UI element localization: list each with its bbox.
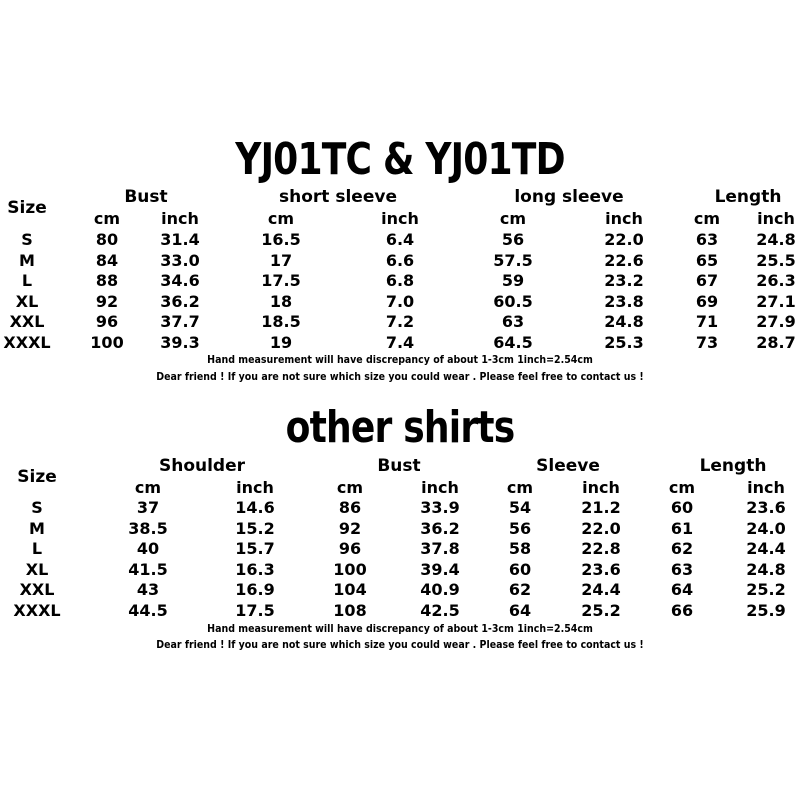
unit-header: cm	[693, 209, 721, 228]
table-cell: 18.5	[261, 312, 301, 332]
unit-header: inch	[605, 209, 643, 228]
table-cell: 66	[670, 601, 694, 620]
table-cell: 100	[90, 333, 124, 352]
table-cell: 24.4	[581, 580, 621, 600]
measurement-group-header: long sleeve	[514, 187, 624, 207]
table-cell: 40	[136, 539, 160, 559]
table-cell: 56	[508, 518, 532, 538]
table-cell: 23.6	[581, 559, 621, 579]
table-cell: 19	[269, 333, 293, 352]
table-cell: 80	[95, 230, 119, 249]
table-cell: 7.2	[385, 312, 415, 332]
table-cell: 42.5	[420, 601, 460, 620]
unit-header: cm	[93, 209, 121, 228]
table-cell: 33.0	[160, 250, 200, 270]
unit-header: cm	[499, 209, 527, 228]
table-cell: 7.4	[385, 333, 415, 352]
table-cell: 25.9	[746, 601, 786, 620]
size-label: XL	[15, 291, 39, 311]
size-label: XXL	[9, 312, 45, 332]
table-cell: 44.5	[128, 601, 168, 620]
size-label: L	[31, 539, 43, 559]
size-label: XL	[25, 559, 49, 579]
table-cell: 6.8	[385, 271, 415, 291]
table-cell: 6.4	[385, 230, 415, 249]
size-label: S	[31, 498, 43, 517]
measurement-group-header: short sleeve	[279, 187, 397, 207]
unit-header: cm	[506, 478, 534, 497]
table-cell: 33.9	[420, 498, 460, 517]
table-cell: 38.5	[128, 518, 168, 538]
size-label: XXXL	[13, 601, 61, 620]
size-label: L	[21, 271, 33, 291]
measurement-group-header: Bust	[377, 456, 421, 476]
size-label: XXXL	[3, 333, 51, 352]
table-cell: 23.2	[604, 271, 644, 291]
measurement-group-header: Length	[714, 187, 782, 207]
measurement-group-header: Shoulder	[158, 456, 246, 476]
unit-header: inch	[757, 209, 795, 228]
table-cell: 36.2	[420, 518, 460, 538]
table-cell: 64.5	[493, 333, 533, 352]
table-cell: 34.6	[160, 271, 200, 291]
table-cell: 25.2	[746, 580, 786, 600]
table-cell: 71	[695, 312, 719, 332]
size-column-header: Size	[7, 198, 47, 218]
table-cell: 60	[508, 559, 532, 579]
table-cell: 61	[670, 518, 694, 538]
table-cell: 23.6	[746, 498, 786, 517]
table-cell: 15.2	[235, 518, 275, 538]
measurement-group-header: Sleeve	[536, 456, 600, 476]
table-cell: 62	[508, 580, 532, 600]
table-cell: 16.3	[235, 559, 275, 579]
unit-header: inch	[161, 209, 199, 228]
table-1-note-measurement: Hand measurement will have discrepancy of about 1-3cm 1inch=2.54cm	[207, 353, 593, 366]
table-cell: 40.9	[420, 580, 460, 600]
table-cell: 25.3	[604, 333, 644, 352]
unit-header: cm	[336, 478, 364, 497]
unit-header: inch	[381, 209, 419, 228]
unit-header: inch	[582, 478, 620, 497]
table-cell: 60	[670, 498, 694, 517]
table-cell: 15.7	[235, 539, 275, 559]
table-cell: 22.8	[581, 539, 621, 559]
table-cell: 14.6	[235, 498, 275, 517]
table-cell: 86	[338, 498, 362, 517]
table-cell: 25.5	[756, 250, 796, 270]
measurement-group-header: Bust	[124, 187, 168, 207]
table-cell: 88	[95, 271, 119, 291]
table-cell: 22.0	[604, 230, 644, 249]
table-cell: 39.4	[420, 559, 460, 579]
table-cell: 54	[508, 498, 532, 517]
unit-header: inch	[421, 478, 459, 497]
table-cell: 6.6	[385, 250, 415, 270]
table-cell: 26.3	[756, 271, 796, 291]
table-cell: 22.0	[581, 518, 621, 538]
table-cell: 73	[695, 333, 719, 352]
size-label: S	[21, 230, 33, 249]
size-column-header: Size	[17, 467, 57, 487]
table-cell: 58	[508, 539, 532, 559]
table-cell: 43	[136, 580, 160, 600]
table-cell: 39.3	[160, 333, 200, 352]
table-cell: 37.8	[420, 539, 460, 559]
table-2-note-measurement: Hand measurement will have discrepancy of about 1-3cm 1inch=2.54cm	[207, 622, 593, 635]
table-cell: 7.0	[385, 291, 415, 311]
table-cell: 16.9	[235, 580, 275, 600]
table-cell: 84	[95, 250, 119, 270]
table-cell: 37	[136, 498, 160, 517]
table-cell: 96	[95, 312, 119, 332]
table-cell: 69	[695, 291, 719, 311]
table-cell: 28.7	[756, 333, 796, 352]
table-cell: 63	[695, 230, 719, 249]
table-cell: 21.2	[581, 498, 621, 517]
unit-header: cm	[134, 478, 162, 497]
size-label: M	[29, 518, 45, 538]
table-cell: 92	[338, 518, 362, 538]
table-cell: 64	[508, 601, 532, 620]
table-cell: 96	[338, 539, 362, 559]
table-cell: 16.5	[261, 230, 301, 249]
size-chart-title-1: YJ01TC & YJ01TD	[235, 134, 565, 185]
table-cell: 17.5	[261, 271, 301, 291]
table-cell: 25.2	[581, 601, 621, 620]
table-2-note-contact: Dear friend ! If you are not sure which size you could wear . Please feel free to contact us !	[156, 638, 644, 651]
table-cell: 23.8	[604, 291, 644, 311]
table-cell: 17.5	[235, 601, 275, 620]
unit-header: inch	[236, 478, 274, 497]
table-cell: 65	[695, 250, 719, 270]
table-cell: 100	[333, 559, 367, 579]
unit-header: inch	[747, 478, 785, 497]
table-cell: 62	[670, 539, 694, 559]
table-cell: 18	[269, 291, 293, 311]
table-cell: 36.2	[160, 291, 200, 311]
size-chart-title-2: other shirts	[285, 402, 515, 453]
table-cell: 17	[269, 250, 293, 270]
table-cell: 60.5	[493, 291, 533, 311]
table-cell: 27.1	[756, 291, 796, 311]
table-cell: 24.0	[746, 518, 786, 538]
table-cell: 24.4	[746, 539, 786, 559]
table-cell: 57.5	[493, 250, 533, 270]
table-cell: 92	[95, 291, 119, 311]
table-cell: 64	[670, 580, 694, 600]
table-cell: 63	[670, 559, 694, 579]
unit-header: cm	[668, 478, 696, 497]
table-cell: 24.8	[604, 312, 644, 332]
table-cell: 24.8	[746, 559, 786, 579]
size-label: M	[19, 250, 35, 270]
table-cell: 108	[333, 601, 367, 620]
measurement-group-header: Length	[699, 456, 767, 476]
table-cell: 56	[501, 230, 525, 249]
table-cell: 41.5	[128, 559, 168, 579]
table-cell: 22.6	[604, 250, 644, 270]
table-cell: 37.7	[160, 312, 200, 332]
table-cell: 31.4	[160, 230, 200, 249]
table-cell: 24.8	[756, 230, 796, 249]
table-1-note-contact: Dear friend ! If you are not sure which size you could wear . Please feel free to contact us !	[156, 370, 644, 383]
table-cell: 27.9	[756, 312, 796, 332]
unit-header: cm	[267, 209, 295, 228]
table-cell: 63	[501, 312, 525, 332]
table-cell: 59	[501, 271, 525, 291]
table-cell: 67	[695, 271, 719, 291]
table-cell: 104	[333, 580, 367, 600]
size-label: XXL	[19, 580, 55, 600]
